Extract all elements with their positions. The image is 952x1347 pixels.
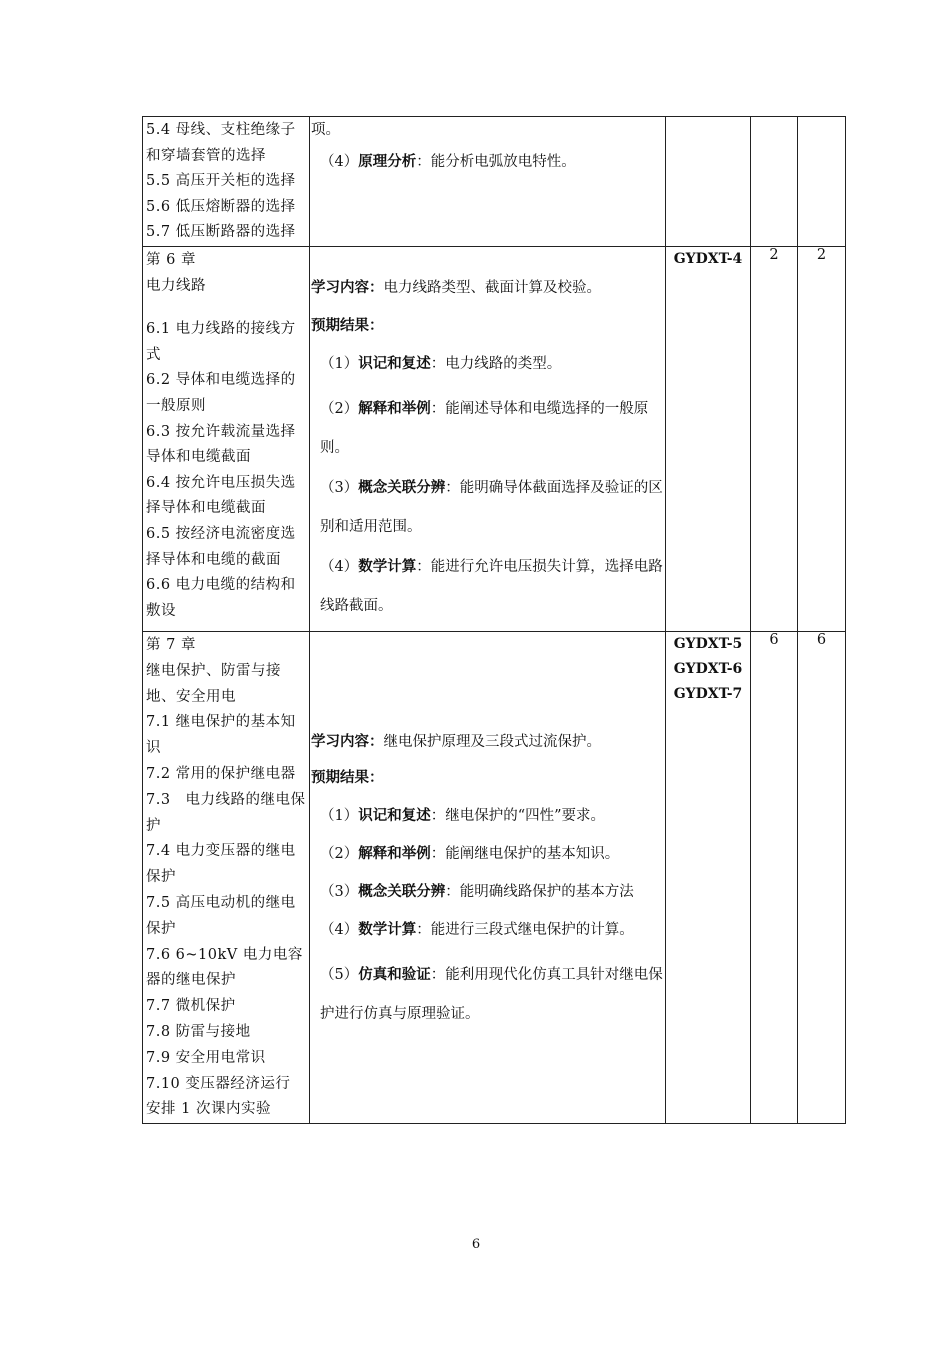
content-item: （4）数学计算：能进行三段式继电保护的计算。 xyxy=(320,920,634,938)
section-item: 6.2 导体和电缆选择的一般原则 xyxy=(146,372,296,414)
hours-cell-b: 6 xyxy=(798,631,846,1123)
page-number: 6 xyxy=(471,1237,481,1252)
chapter-line: 5.7 低压断路器的选择 xyxy=(146,224,296,241)
chapter-cell xyxy=(143,246,310,631)
content-item: （1）识记和复述：继电保护的“四性”要求。 xyxy=(320,806,606,824)
goal-code: GYDXT-5 xyxy=(673,635,743,652)
item-label: 数学计算 xyxy=(358,920,417,938)
item-label: 原理分析 xyxy=(358,153,417,170)
item-label: 数学计算 xyxy=(358,557,417,575)
section-item: 7.4 电力变压器的继电保护 xyxy=(146,843,296,886)
section-item: 7.7 微机保护 xyxy=(146,998,236,1015)
study-content: 学习内容：继电保护原理及三段式过流保护。 xyxy=(311,732,601,750)
goal-code: GYDXT-4 xyxy=(673,250,743,267)
content-cell xyxy=(310,246,666,631)
content-item: （3）概念关联分辨：能明确导体截面选择及验证的区别和适用范围。 xyxy=(320,478,663,535)
content-item: （4）数学计算：能进行允许电压损失计算，选择电路线路截面。 xyxy=(320,557,663,614)
item-label: 识记和复述 xyxy=(358,354,431,372)
chapter-line: 和穿墙套管的选择 xyxy=(146,147,266,164)
content-cell xyxy=(310,117,666,247)
section-item: 6.5 按经济电流密度选择导体和电缆的截面 xyxy=(146,525,296,568)
section-note: 安排 1 次课内实验 xyxy=(146,1101,271,1118)
chapter-title: 继电保护、防雷与接地、安全用电 xyxy=(146,662,281,705)
section-item: 7.6 6~10kV 电力电容器的继电保护 xyxy=(146,946,303,989)
section-item: 7.3 电力线路的继电保护 xyxy=(146,791,306,834)
goal-code-cell xyxy=(666,246,751,631)
goal-code-cell xyxy=(666,631,751,1123)
chapter-heading: 第 7 章 xyxy=(146,636,196,653)
content-item: （2）解释和举例：能阐述导体和电缆选择的一般原则。 xyxy=(320,399,649,456)
study-label: 学习内容： xyxy=(311,732,384,750)
chapter-cell xyxy=(143,631,310,1123)
goal-code: GYDXT-6 xyxy=(673,660,743,677)
expected-label: 预期结果： xyxy=(311,768,384,786)
content-cell xyxy=(310,631,666,1123)
section-item: 7.5 高压电动机的继电保护 xyxy=(146,894,296,937)
item-label: 解释和举例 xyxy=(358,399,431,417)
item-label: 概念关联分辨 xyxy=(358,882,446,900)
study-content: 学习内容：电力线路类型、截面计算及校验。 xyxy=(311,278,601,296)
chapter-line: 5.5 高压开关柜的选择 xyxy=(146,173,296,190)
item-label: 解释和举例 xyxy=(358,844,431,862)
section-item: 6.4 按允许电压损失选择导体和电缆截面 xyxy=(146,474,296,517)
content-item: （1）识记和复述：电力线路的类型。 xyxy=(320,354,562,372)
chapter-heading: 第 6 章 xyxy=(146,251,196,268)
chapter-cell xyxy=(143,117,310,247)
section-item: 7.8 防雷与接地 xyxy=(146,1023,251,1040)
section-item: 7.10 变压器经济运行 xyxy=(146,1075,291,1092)
section-item: 6.1 电力线路的接线方式 xyxy=(146,321,296,363)
chapter-line: 5.6 低压熔断器的选择 xyxy=(146,198,296,215)
chapter-line: 5.4 母线、支柱绝缘子 xyxy=(146,122,296,138)
content-item: （3）概念关联分辨：能明确线路保护的基本方法 xyxy=(320,882,634,900)
table-row-chapter-7 xyxy=(143,631,846,1123)
content-line: 项。 xyxy=(311,122,340,138)
table-row-chapter-6 xyxy=(143,246,846,631)
table-row-chapter-5 xyxy=(143,117,846,247)
item-label: 仿真和验证 xyxy=(358,965,431,983)
syllabus-table xyxy=(142,116,846,1124)
content-item: （2）解释和举例：能阐继电保护的基本知识。 xyxy=(320,844,620,862)
content-item: （5）仿真和验证：能利用现代化仿真工具针对继电保护进行仿真与原理验证。 xyxy=(320,965,663,1022)
section-item: 7.9 安全用电常识 xyxy=(146,1049,266,1066)
study-label: 学习内容： xyxy=(311,278,384,296)
hours-cell-a: 6 xyxy=(751,631,798,1123)
section-item: 7.1 继电保护的基本知识 xyxy=(146,714,296,757)
hours-cell-b: 2 xyxy=(798,246,846,631)
hours-cell-a xyxy=(751,117,798,247)
hours-cell-b xyxy=(798,117,846,247)
goal-code: GYDXT-7 xyxy=(673,685,743,702)
hours-cell-a: 2 xyxy=(751,246,798,631)
chapter-title: 电力线路 xyxy=(146,277,206,294)
section-item: 7.2 常用的保护继电器 xyxy=(146,765,296,782)
item-label: 识记和复述 xyxy=(358,806,431,824)
expected-label: 预期结果： xyxy=(311,316,384,334)
item-label: 概念关联分辨 xyxy=(358,478,446,496)
content-item: （4）原理分析：能分析电弧放电特性。 xyxy=(320,153,576,170)
section-item: 6.6 电力电缆的结构和敷设 xyxy=(146,577,296,619)
goal-code-cell xyxy=(666,117,751,247)
section-item: 6.3 按允许载流量选择导体和电缆截面 xyxy=(146,423,296,466)
